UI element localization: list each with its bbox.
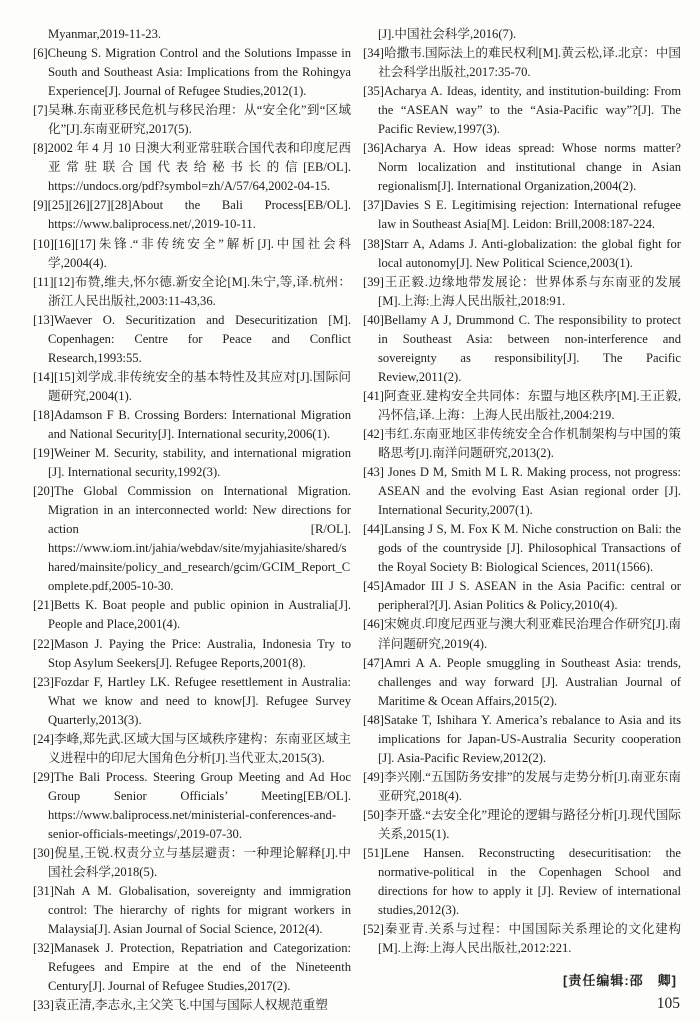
reference-item: [51]Lene Hansen. Reconstructing desecuritisation: the normative-political in the Copenhagen School and directions for how to apply it [J]. Review of international studies,2012(3).	[363, 846, 681, 918]
reference-item: [39]王正毅.边缘地带发展论：世界体系与东南亚的发展[M].上海:上海人民出版社,2018:91.	[363, 274, 681, 308]
reference-item: [52]秦亚青.关系与过程：中国国际关系理论的文化建构[M].上海:上海人民出版社,2012:221.	[363, 922, 681, 956]
reference-item: [19]Weiner M. Security, stability, and international migration [J]. International security,1992(3).	[33, 446, 351, 480]
reference-item: [48]Satake T, Ishihara Y. America’s rebalance to Asia and its implications for Japan-US-Australia Security cooperation [J]. Asia-Pacific Review,2012(2).	[363, 712, 681, 765]
reference-item: [11][12]布赞,维夫,怀尔德.新安全论[M].朱宁,等,译.杭州：浙江人民出版社,2003:11-43,36.	[33, 274, 351, 308]
reference-item: [38]Starr A, Adams J. Anti-globalization: the global fight for local autonomy[J]. New Political Science,2003(1).	[363, 236, 681, 270]
reference-item: [49]李兴刚.“五国防务安排”的发展与走势分析[J].南亚东南亚研究,2018(4).	[363, 769, 681, 803]
reference-item: [40]Bellamy A J, Drummond C. The responsibility to protect in Southeast Asia: between non-interference and sovereignty as responsibility[J]. The Pacific Review,2011(2).	[363, 312, 681, 384]
reference-item: [29]The Bali Process. Steering Group Meeting and Ad Hoc Group Senior Officials’ Meeting[EB/OL]. https://www.baliprocess.net/ministerial-conferences-and-senior-officials-meetings/,2019-07-30.	[33, 769, 351, 841]
reference-item: [21]Betts K. Boat people and public opinion in Australia[J]. People and Place,2001(4).	[33, 598, 351, 632]
reference-item: [47]Amri A A. People smuggling in Southeast Asia: trends, challenges and way forward [J]. Australian Journal of Maritime & Ocean Affairs,2015(2).	[363, 655, 681, 708]
reference-item: [14][15]刘学成.非传统安全的基本特性及其应对[J].国际问题研究,2004(1).	[33, 369, 351, 403]
references-column-right	[363, 25, 681, 1015]
reference-item: [46]宋婉贞.印度尼西亚与澳大利亚难民治理合作研究[J].南洋问题研究,2019(4).	[363, 617, 681, 651]
reference-item: [20]The Global Commission on International Migration. Migration in an interconnected world: New directions for action [R/OL]. https://www.iom.int/jahia/webdav/site/myjahiasite/shared/shared/mainsite/policy_and_research/gcim/GCIM_Report_Complete.pdf,2005-10-30.	[33, 484, 351, 594]
reference-item: Myanmar,2019-11-23.	[48, 27, 162, 41]
two-column-layout	[33, 25, 680, 1015]
reference-item: [8]2002 年 4 月 10 日澳大利亚常驻联合国代表和印度尼西亚常驻联合国代表给秘书长的信[EB/OL]. https://undocs.org/pdf?symbol=zh/A/57/64,2002-04-15.	[33, 141, 351, 194]
reference-item: [23]Fozdar F, Hartley LK. Refugee resettlement in Australia: What we know and need to know[J]. Refugee Survey Quarterly,2013(3).	[33, 674, 351, 727]
reference-item: [34]哈撒韦.国际法上的难民权利[M].黄云松,译.北京：中国社会科学出版社,2017:35-70.	[363, 46, 681, 80]
reference-item: [13]Waever O. Securitization and Desecuritization [M]. Copenhagen: Centre for Peace and Conflict Research,1993:55.	[33, 312, 351, 365]
reference-item: [31]Nah A M. Globalisation, sovereignty and immigration control: The hierarchy of rights for migrant workers in Malaysia[J]. Asian Journal of Social Science, 2012(4).	[33, 884, 351, 937]
references-column-left	[33, 25, 351, 1015]
reference-item: [10][16][17]朱锋.“非传统安全”解析[J].中国社会科学,2004(4).	[33, 236, 351, 270]
reference-item: [42]韦红.东南亚地区非传统安全合作机制架构与中国的策略思考[J].南洋问题研究,2013(2).	[363, 426, 681, 461]
reference-item: [41]阿查亚.建构安全共同体：东盟与地区秩序[M].王正毅,冯怀信,译.上海：上海人民出版社,2004:219.	[363, 388, 681, 422]
reference-item: [43] Jones D M, Smith M L R. Making process, not progress: ASEAN and the evolving East Asian regional order [J]. International Security,2007(1).	[363, 465, 681, 518]
reference-item: [35]Acharya A. Ideas, identity, and institution-building: From the “ASEAN way” to the “Asia-Pacific way”?[J]. The Pacific Review,1997(3).	[363, 84, 681, 137]
reference-item: [9][25][26][27][28]About the Bali Process[EB/OL]. https://www.baliprocess.net/,2019-10-11.	[33, 198, 351, 232]
editor-note: [责任编辑:邵 卿]	[563, 973, 677, 989]
page-number: 105	[656, 995, 680, 1013]
reference-item: [18]Adamson F B. Crossing Borders: International Migration and National Security[J]. International security,2006(1).	[33, 407, 351, 441]
reference-item: [30]倪星,王锐.权责分立与基层避责：一种理论解释[J].中国社会科学,2018(5).	[33, 846, 351, 880]
reference-item: [6]Cheung S. Migration Control and the Solutions Impasse in South and Southeast Asia: Implications from the Rohingya Experience[J]. Journal of Refugee Studies,2012(1).	[33, 46, 351, 99]
reference-item: [50]李开盛.“去安全化”理论的逻辑与路径分析[J].现代国际关系,2015(1).	[363, 807, 681, 841]
reference-item: [45]Amador III J S. ASEAN in the Asia Pacific: central or peripheral?[J]. Asian Politics & Policy,2010(4).	[363, 579, 681, 613]
reference-item: [32]Manasek J. Protection, Repatriation and Categorization: Refugees and Empire at the end of the Nineteenth Century[J]. Journal of Refugee Studies,2017(2).	[33, 941, 351, 994]
reference-item: [37]Davies S E. Legitimising rejection: International refugee law in Southeast Asia[M]. Leidon: Brill,2008:187-224.	[363, 198, 681, 232]
reference-item: [33]袁正清,李志永,主父笑飞.中国与国际人权规范重塑	[33, 998, 328, 1013]
reference-item: [44]Lansing J S, M. Fox K M. Niche construction on Bali: the gods of the countryside [J]. Philosophical Transactions of the Royal Society B: Biological Sciences, 2011(1566).	[363, 522, 681, 575]
reference-item: [J].中国社会科学,2016(7).	[378, 27, 517, 41]
reference-item: [7]吴琳.东南亚移民危机与移民治理：从“安全化”到“区域化”[J].东南亚研究,2017(5).	[33, 103, 351, 137]
reference-item: [24]李峰,郑先武.区域大国与区域秩序建构：东南亚区域主义进程中的印尼大国角色分析[J].当代亚太,2015(3).	[33, 731, 351, 765]
reference-item: [22]Mason J. Paying the Price: Australia, Indonesia Try to Stop Asylum Seekers[J]. Refugee Reports,2001(8).	[33, 636, 351, 670]
reference-item: [36]Acharya A. How ideas spread: Whose norms matter? Norm localization and institutional change in Asian regionalism[J]. International Organization,2004(2).	[363, 141, 681, 194]
